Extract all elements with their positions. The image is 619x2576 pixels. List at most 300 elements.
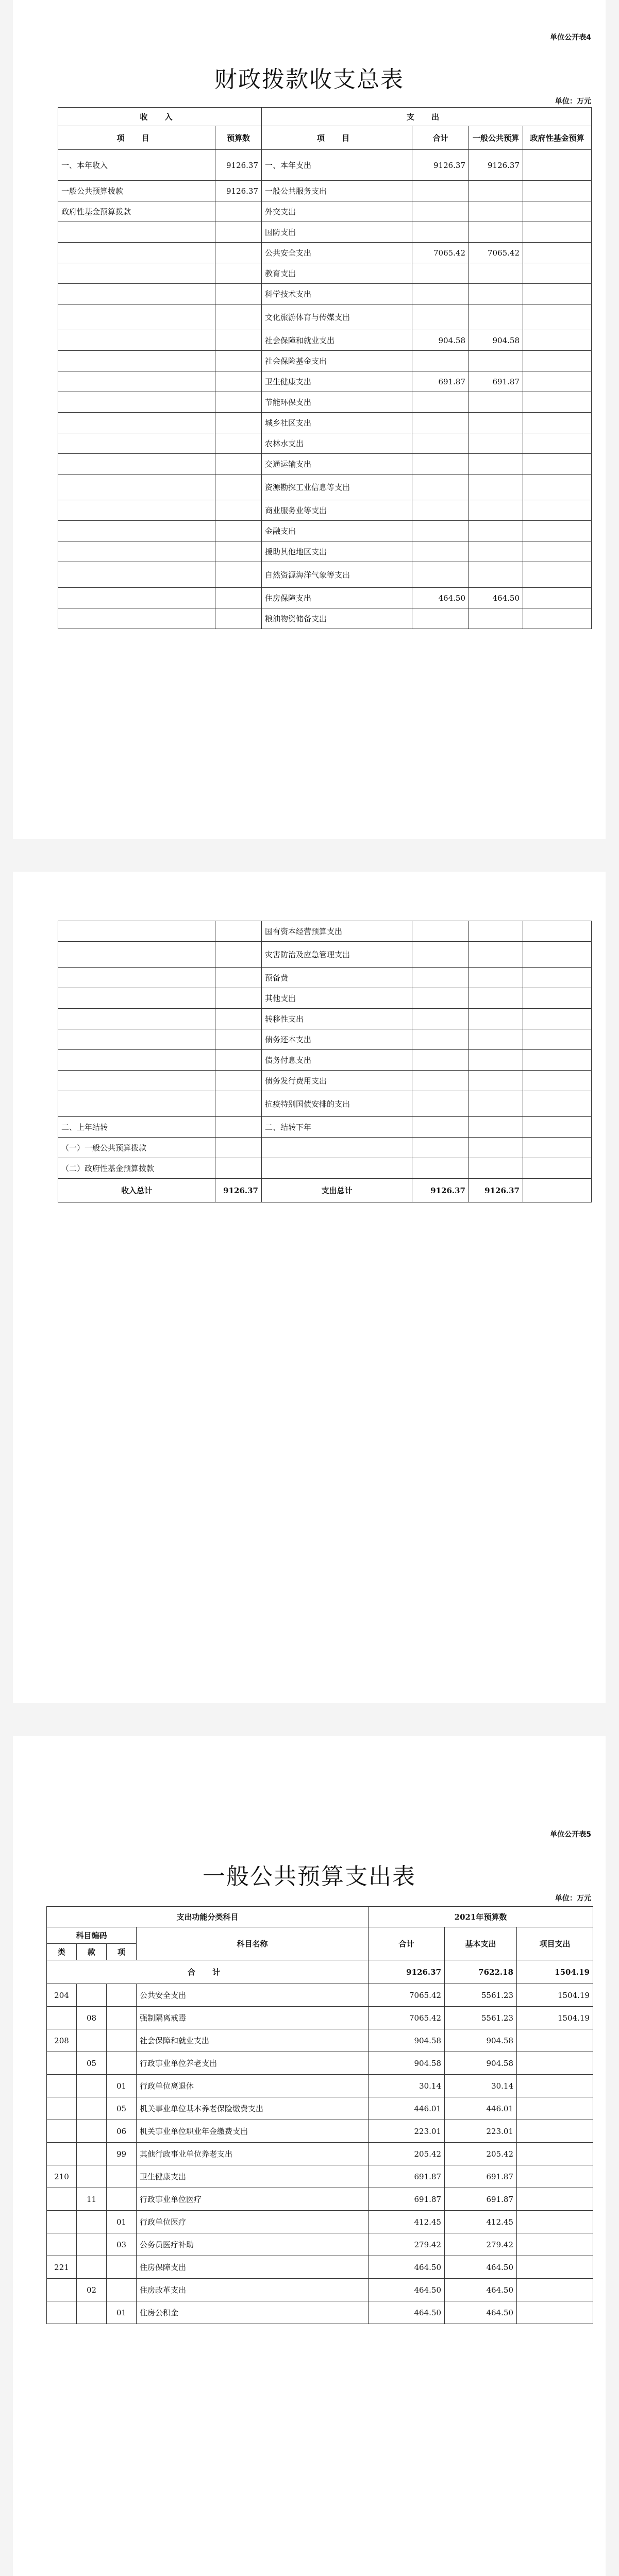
expense-general bbox=[469, 500, 523, 521]
project-value bbox=[517, 2143, 593, 2165]
summary-row bbox=[58, 1158, 592, 1179]
total-value: 464.50 bbox=[369, 2279, 445, 2301]
subject-name: 住房保障支出 bbox=[137, 2256, 369, 2279]
expense-item: 一、本年支出 bbox=[262, 150, 412, 181]
basic-value: 904.58 bbox=[445, 2052, 517, 2075]
project-value bbox=[517, 2256, 593, 2279]
basic-value: 412.45 bbox=[445, 2211, 517, 2233]
summary-row bbox=[58, 541, 592, 562]
basic-header: 基本支出 bbox=[445, 1927, 517, 1960]
basic-value: 691.87 bbox=[445, 2165, 517, 2188]
summary-row bbox=[58, 1050, 592, 1071]
expense-item: 国有资本经营预算支出 bbox=[262, 921, 412, 942]
expense-general bbox=[469, 433, 523, 454]
expense-fund bbox=[523, 284, 592, 304]
expense-fund bbox=[523, 942, 592, 968]
code-lei bbox=[47, 2007, 77, 2029]
code-xiang: 01 bbox=[107, 2301, 137, 2324]
fund-budget-header: 政府性基金预算 bbox=[523, 126, 592, 150]
expense-item: 公共安全支出 bbox=[262, 243, 412, 263]
expense-total bbox=[412, 942, 469, 968]
code-kuan bbox=[77, 2143, 107, 2165]
summary-row bbox=[58, 201, 592, 222]
summary-row bbox=[58, 263, 592, 284]
expense-item-header: 项 目 bbox=[262, 126, 412, 150]
code-lei bbox=[47, 2279, 77, 2301]
expense-general bbox=[469, 1138, 523, 1158]
expense-item bbox=[262, 1138, 412, 1158]
expense-fund bbox=[523, 1009, 592, 1029]
code-xiang bbox=[107, 1984, 137, 2007]
expense-row bbox=[47, 2075, 593, 2097]
expense-total bbox=[412, 181, 469, 201]
expense-total bbox=[412, 608, 469, 629]
expense-general bbox=[469, 608, 523, 629]
expense-item: 城乡社区支出 bbox=[262, 413, 412, 433]
expense-fund bbox=[523, 562, 592, 588]
total-value: 7065.42 bbox=[369, 1984, 445, 2007]
code-xiang bbox=[107, 2029, 137, 2052]
expense-total bbox=[412, 433, 469, 454]
basic-value: 464.50 bbox=[445, 2301, 517, 2324]
expense-fund bbox=[523, 371, 592, 392]
income-amount bbox=[215, 371, 262, 392]
year-budget-header: 2021年预算数 bbox=[369, 1907, 593, 1927]
expense-item: 教育支出 bbox=[262, 263, 412, 284]
page-title: 财政拨款收支总表 bbox=[214, 66, 404, 93]
total-label: 合 计 bbox=[47, 1960, 369, 1984]
summary-row bbox=[58, 284, 592, 304]
expense-total bbox=[412, 263, 469, 284]
code-lei: 210 bbox=[47, 2165, 77, 2188]
total-value: 446.01 bbox=[369, 2097, 445, 2120]
expense-header: 支 出 bbox=[262, 108, 592, 126]
expense-total bbox=[412, 351, 469, 371]
expense-general bbox=[469, 413, 523, 433]
income-amount bbox=[215, 541, 262, 562]
expense-fund bbox=[523, 243, 592, 263]
income-item bbox=[58, 1009, 215, 1029]
basic-value: 5561.23 bbox=[445, 1984, 517, 2007]
summary-row bbox=[58, 222, 592, 243]
expense-total bbox=[412, 413, 469, 433]
subject-name: 社会保障和就业支出 bbox=[137, 2029, 369, 2052]
expense-general bbox=[469, 304, 523, 330]
expense-row bbox=[47, 2007, 593, 2029]
summary-row bbox=[58, 371, 592, 392]
income-item bbox=[58, 541, 215, 562]
expense-total bbox=[412, 201, 469, 222]
fiscal-summary-table bbox=[58, 107, 592, 629]
expense-fund bbox=[523, 500, 592, 521]
project-value: 1504.19 bbox=[517, 1960, 593, 1984]
basic-value: 464.50 bbox=[445, 2279, 517, 2301]
code-kuan bbox=[77, 2211, 107, 2233]
income-item-header: 项 目 bbox=[58, 126, 215, 150]
code-kuan bbox=[77, 2256, 107, 2279]
income-item bbox=[58, 433, 215, 454]
expense-item: 科学技术支出 bbox=[262, 284, 412, 304]
subject-name: 住房改革支出 bbox=[137, 2279, 369, 2301]
expense-general bbox=[469, 222, 523, 243]
summary-row bbox=[58, 968, 592, 988]
expense-total: 691.87 bbox=[412, 371, 469, 392]
income-amount bbox=[215, 1091, 262, 1117]
expense-fund bbox=[523, 433, 592, 454]
expense-general: 7065.42 bbox=[469, 243, 523, 263]
project-value bbox=[517, 2165, 593, 2188]
basic-value: 446.01 bbox=[445, 2097, 517, 2120]
expense-general: 9126.37 bbox=[469, 1179, 523, 1202]
general-budget-expense-table bbox=[46, 1906, 593, 2324]
expense-row bbox=[47, 1984, 593, 2007]
code-header: 科目编码 bbox=[47, 1927, 137, 1944]
expense-total bbox=[412, 222, 469, 243]
expense-item: 二、结转下年 bbox=[262, 1117, 412, 1138]
total-value: 464.50 bbox=[369, 2301, 445, 2324]
header-row bbox=[58, 108, 592, 126]
expense-general bbox=[469, 201, 523, 222]
expense-row bbox=[47, 2052, 593, 2075]
expense-item: 国防支出 bbox=[262, 222, 412, 243]
income-amount bbox=[215, 413, 262, 433]
expense-row bbox=[47, 2143, 593, 2165]
expense-item: 转移性支出 bbox=[262, 1009, 412, 1029]
expense-row bbox=[47, 2029, 593, 2052]
page-number: 单位公开表5 bbox=[550, 1831, 591, 1839]
fiscal-summary-table-continued bbox=[58, 921, 592, 1202]
expense-total bbox=[412, 1029, 469, 1050]
expense-row bbox=[47, 2211, 593, 2233]
code-kuan bbox=[77, 2075, 107, 2097]
expense-row bbox=[47, 2256, 593, 2279]
expense-general bbox=[469, 1009, 523, 1029]
income-amount bbox=[215, 608, 262, 629]
income-amount: 9126.37 bbox=[215, 181, 262, 201]
code-kuan: 02 bbox=[77, 2279, 107, 2301]
code-xiang bbox=[107, 2007, 137, 2029]
total-value: 205.42 bbox=[369, 2143, 445, 2165]
income-amount bbox=[215, 474, 262, 500]
summary-row bbox=[58, 433, 592, 454]
income-item bbox=[58, 330, 215, 351]
code-xiang bbox=[107, 2165, 137, 2188]
expense-total bbox=[412, 1009, 469, 1029]
expense-total bbox=[412, 541, 469, 562]
income-amount bbox=[215, 968, 262, 988]
subject-name: 住房公积金 bbox=[137, 2301, 369, 2324]
income-item bbox=[58, 351, 215, 371]
income-item bbox=[58, 1071, 215, 1091]
income-item bbox=[58, 474, 215, 500]
code-lei: 208 bbox=[47, 2029, 77, 2052]
expense-row bbox=[47, 2301, 593, 2324]
code-kuan bbox=[77, 1984, 107, 2007]
subject-name: 公共安全支出 bbox=[137, 1984, 369, 2007]
summary-row bbox=[58, 1071, 592, 1091]
expense-item: 其他支出 bbox=[262, 988, 412, 1009]
subject-name: 行政事业单位医疗 bbox=[137, 2188, 369, 2211]
summary-row bbox=[58, 454, 592, 474]
grand-total-row bbox=[58, 1179, 592, 1202]
expense-general bbox=[469, 284, 523, 304]
page-2 bbox=[13, 872, 606, 1703]
subject-name: 行政单位医疗 bbox=[137, 2211, 369, 2233]
summary-row bbox=[58, 474, 592, 500]
expense-item: 自然资源海洋气象等支出 bbox=[262, 562, 412, 588]
expense-general bbox=[469, 988, 523, 1009]
header-row bbox=[47, 1927, 593, 1944]
income-amount bbox=[215, 243, 262, 263]
project-value bbox=[517, 2188, 593, 2211]
income-item bbox=[58, 500, 215, 521]
basic-value: 904.58 bbox=[445, 2029, 517, 2052]
income-amount: 9126.37 bbox=[215, 150, 262, 181]
code-kuan: 08 bbox=[77, 2007, 107, 2029]
income-amount bbox=[215, 263, 262, 284]
expense-fund bbox=[523, 392, 592, 413]
subject-name: 机关事业单位基本养老保险缴费支出 bbox=[137, 2097, 369, 2120]
income-amount bbox=[215, 500, 262, 521]
expense-total bbox=[412, 1091, 469, 1117]
summary-row bbox=[58, 150, 592, 181]
expense-fund bbox=[523, 921, 592, 942]
page-title: 一般公共预算支出表 bbox=[203, 1863, 416, 1890]
code-xiang: 06 bbox=[107, 2120, 137, 2143]
expense-fund bbox=[523, 1091, 592, 1117]
expense-general bbox=[469, 921, 523, 942]
code-xiang: 01 bbox=[107, 2211, 137, 2233]
expense-total bbox=[412, 562, 469, 588]
summary-row bbox=[58, 1091, 592, 1117]
expense-row bbox=[47, 2188, 593, 2211]
income-amount bbox=[215, 1158, 262, 1179]
code-lei: 221 bbox=[47, 2256, 77, 2279]
income-amount bbox=[215, 588, 262, 608]
project-value bbox=[517, 2052, 593, 2075]
expense-fund bbox=[523, 1029, 592, 1050]
total-value: 904.58 bbox=[369, 2052, 445, 2075]
expense-fund bbox=[523, 222, 592, 243]
income-item: 政府性基金预算拨款 bbox=[58, 201, 215, 222]
code-xiang bbox=[107, 2256, 137, 2279]
summary-row bbox=[58, 500, 592, 521]
total-row bbox=[47, 1960, 593, 1984]
name-header: 科目名称 bbox=[137, 1927, 369, 1960]
code-kuan bbox=[77, 2097, 107, 2120]
kuan-header: 款 bbox=[77, 1944, 107, 1960]
project-value: 1504.19 bbox=[517, 1984, 593, 2007]
expense-item: 交通运输支出 bbox=[262, 454, 412, 474]
total-header: 合计 bbox=[412, 126, 469, 150]
expense-item: 抗疫特别国债安排的支出 bbox=[262, 1091, 412, 1117]
code-lei bbox=[47, 2052, 77, 2075]
income-amount bbox=[215, 1117, 262, 1138]
income-amount bbox=[215, 201, 262, 222]
income-item bbox=[58, 454, 215, 474]
expense-fund bbox=[523, 1138, 592, 1158]
income-item bbox=[58, 243, 215, 263]
basic-value: 279.42 bbox=[445, 2233, 517, 2256]
project-value bbox=[517, 2029, 593, 2052]
income-amount bbox=[215, 433, 262, 454]
expense-general bbox=[469, 521, 523, 541]
expense-total bbox=[412, 1050, 469, 1071]
subject-name: 机关事业单位职业年金缴费支出 bbox=[137, 2120, 369, 2143]
expense-total bbox=[412, 392, 469, 413]
code-kuan bbox=[77, 2120, 107, 2143]
income-item bbox=[58, 968, 215, 988]
income-item bbox=[58, 921, 215, 942]
expense-total: 904.58 bbox=[412, 330, 469, 351]
expense-fund bbox=[523, 150, 592, 181]
page-3 bbox=[13, 1736, 606, 2576]
expense-general bbox=[469, 968, 523, 988]
income-header: 收 入 bbox=[58, 108, 262, 126]
basic-value: 5561.23 bbox=[445, 2007, 517, 2029]
project-value bbox=[517, 2075, 593, 2097]
header-row bbox=[58, 126, 592, 150]
expense-item: 节能环保支出 bbox=[262, 392, 412, 413]
summary-row bbox=[58, 330, 592, 351]
expense-row bbox=[47, 2233, 593, 2256]
income-item bbox=[58, 284, 215, 304]
summary-row bbox=[58, 1117, 592, 1138]
total-value: 30.14 bbox=[369, 2075, 445, 2097]
income-item bbox=[58, 413, 215, 433]
total-value: 223.01 bbox=[369, 2120, 445, 2143]
income-item bbox=[58, 392, 215, 413]
total-value: 9126.37 bbox=[369, 1960, 445, 1984]
project-value bbox=[517, 2097, 593, 2120]
expense-fund bbox=[523, 541, 592, 562]
expense-fund bbox=[523, 1071, 592, 1091]
expense-row bbox=[47, 2120, 593, 2143]
income-amount bbox=[215, 562, 262, 588]
income-amount bbox=[215, 1009, 262, 1029]
code-lei bbox=[47, 2075, 77, 2097]
income-amount bbox=[215, 284, 262, 304]
total-value: 412.45 bbox=[369, 2211, 445, 2233]
code-xiang: 99 bbox=[107, 2143, 137, 2165]
expense-general bbox=[469, 1117, 523, 1138]
expense-total: 464.50 bbox=[412, 588, 469, 608]
project-value bbox=[517, 2233, 593, 2256]
summary-row bbox=[58, 1029, 592, 1050]
expense-fund bbox=[523, 304, 592, 330]
income-item bbox=[58, 263, 215, 284]
summary-row bbox=[58, 1009, 592, 1029]
summary-row bbox=[58, 181, 592, 201]
income-amount bbox=[215, 1071, 262, 1091]
total-value: 691.87 bbox=[369, 2165, 445, 2188]
expense-row bbox=[47, 2165, 593, 2188]
code-xiang: 01 bbox=[107, 2075, 137, 2097]
income-item bbox=[58, 521, 215, 541]
expense-fund bbox=[523, 454, 592, 474]
expense-fund bbox=[523, 988, 592, 1009]
expense-item: 卫生健康支出 bbox=[262, 371, 412, 392]
income-item bbox=[58, 304, 215, 330]
xiang-header: 项 bbox=[107, 1944, 137, 1960]
code-kuan: 05 bbox=[77, 2052, 107, 2075]
expense-row bbox=[47, 2279, 593, 2301]
code-kuan: 11 bbox=[77, 2188, 107, 2211]
project-value bbox=[517, 2211, 593, 2233]
income-item bbox=[58, 1050, 215, 1071]
income-amount bbox=[215, 921, 262, 942]
total-value: 691.87 bbox=[369, 2188, 445, 2211]
expense-fund bbox=[523, 351, 592, 371]
code-lei bbox=[47, 2233, 77, 2256]
subject-name: 行政单位离退休 bbox=[137, 2075, 369, 2097]
income-amount bbox=[215, 304, 262, 330]
income-amount bbox=[215, 1050, 262, 1071]
income-item bbox=[58, 1091, 215, 1117]
expense-general: 691.87 bbox=[469, 371, 523, 392]
code-lei: 204 bbox=[47, 1984, 77, 2007]
expense-item: 社会保险基金支出 bbox=[262, 351, 412, 371]
page-number: 单位公开表4 bbox=[550, 33, 591, 42]
project-value: 1504.19 bbox=[517, 2007, 593, 2029]
func-class-header: 支出功能分类科目 bbox=[47, 1907, 369, 1927]
expense-general: 9126.37 bbox=[469, 150, 523, 181]
expense-total bbox=[412, 921, 469, 942]
expense-total bbox=[412, 521, 469, 541]
basic-value: 205.42 bbox=[445, 2143, 517, 2165]
summary-row bbox=[58, 351, 592, 371]
expense-general bbox=[469, 562, 523, 588]
total-value: 7065.42 bbox=[369, 2007, 445, 2029]
expense-fund bbox=[523, 608, 592, 629]
expense-total bbox=[412, 1158, 469, 1179]
code-lei bbox=[47, 2097, 77, 2120]
expense-general bbox=[469, 1071, 523, 1091]
basic-value: 30.14 bbox=[445, 2075, 517, 2097]
subject-name: 其他行政事业单位养老支出 bbox=[137, 2143, 369, 2165]
summary-row bbox=[58, 942, 592, 968]
income-item bbox=[58, 562, 215, 588]
income-amount bbox=[215, 222, 262, 243]
summary-row bbox=[58, 243, 592, 263]
code-kuan bbox=[77, 2301, 107, 2324]
subject-name: 行政事业单位养老支出 bbox=[137, 2052, 369, 2075]
expense-item: 资源勘探工业信息等支出 bbox=[262, 474, 412, 500]
expense-total bbox=[412, 474, 469, 500]
expense-general bbox=[469, 263, 523, 284]
income-total-amount: 9126.37 bbox=[215, 1179, 262, 1202]
expense-item: 农林水支出 bbox=[262, 433, 412, 454]
expense-item: 预备费 bbox=[262, 968, 412, 988]
income-item: （二）政府性基金预算拨款 bbox=[58, 1158, 215, 1179]
expense-item: 粮油物资储备支出 bbox=[262, 608, 412, 629]
expense-item: 社会保障和就业支出 bbox=[262, 330, 412, 351]
income-total-label: 收入总计 bbox=[58, 1179, 215, 1202]
expense-total bbox=[412, 1117, 469, 1138]
income-budget-header: 预算数 bbox=[215, 126, 262, 150]
income-item: （一）一般公共预算拨款 bbox=[58, 1138, 215, 1158]
basic-value: 7622.18 bbox=[445, 1960, 517, 1984]
expense-total bbox=[412, 454, 469, 474]
total-header: 合计 bbox=[369, 1927, 445, 1960]
expense-item: 金融支出 bbox=[262, 521, 412, 541]
expense-fund bbox=[523, 521, 592, 541]
summary-row bbox=[58, 921, 592, 942]
expense-row bbox=[47, 2097, 593, 2120]
expense-fund bbox=[523, 330, 592, 351]
code-lei bbox=[47, 2301, 77, 2324]
subject-name: 公务员医疗补助 bbox=[137, 2233, 369, 2256]
